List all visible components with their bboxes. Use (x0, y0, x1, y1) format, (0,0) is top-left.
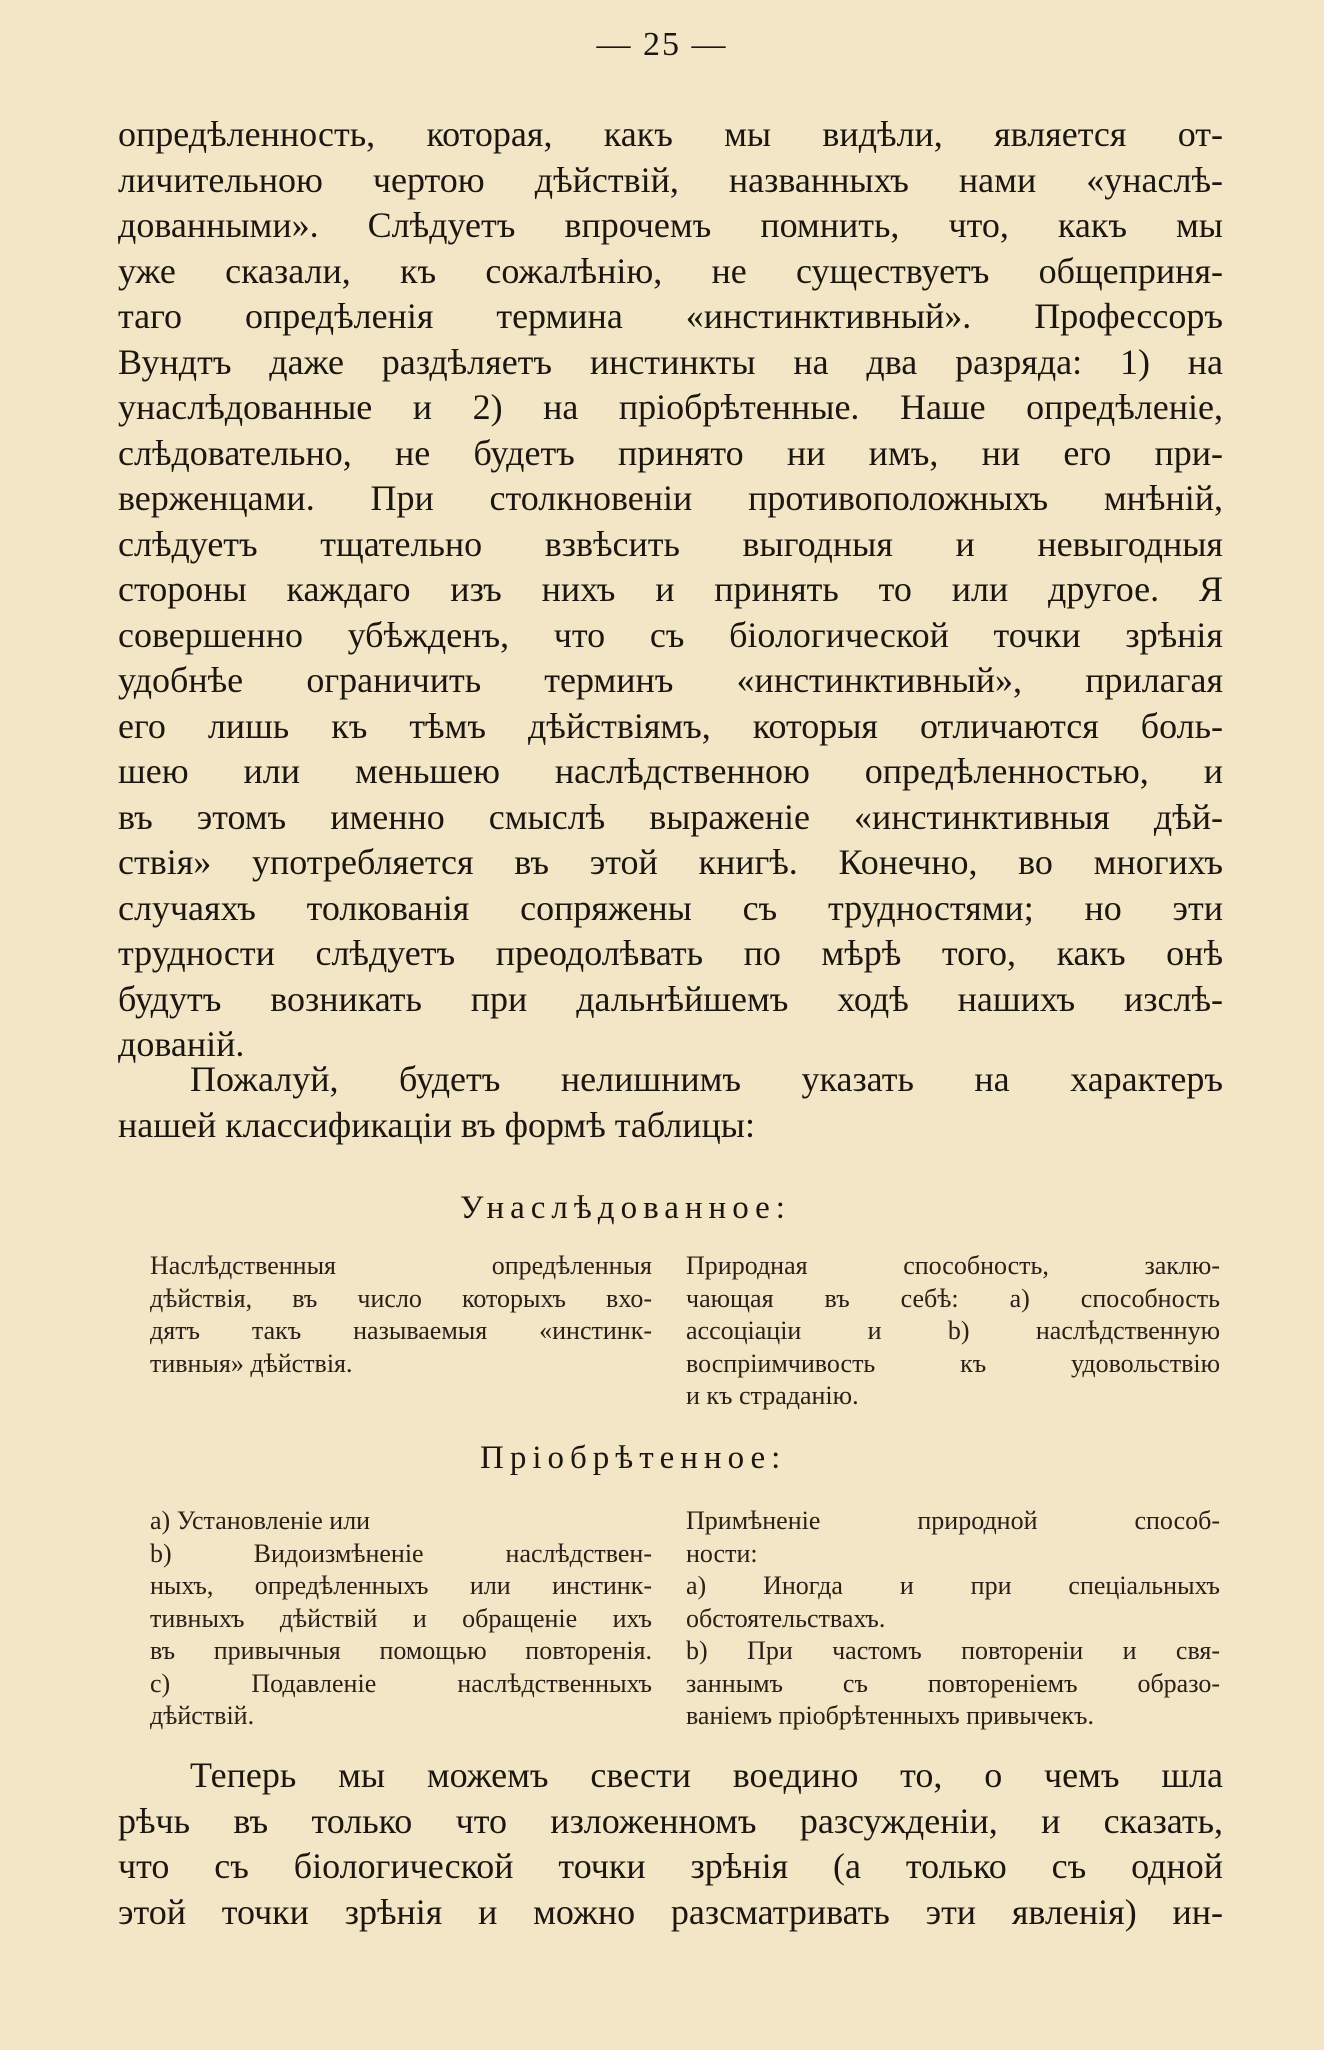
text-line: ности: (686, 1538, 758, 1568)
text-line: трудности слѣдуетъ преодолѣвать по мѣрѣ того, какъ онѣ (118, 933, 1223, 973)
text-line: c) Подавленіе наслѣдственныхъ (150, 1668, 652, 1698)
text-line: a) Установленіе или (150, 1506, 371, 1535)
text-line: въ привычныя помощью повторенія. (150, 1636, 652, 1665)
text-line: Вундтъ даже раздѣляетъ инстинкты на два разряда: 1) на (118, 341, 1223, 382)
heading-acquired: Пріобрѣтенное: (480, 1440, 787, 1476)
acquired-left-column (150, 1505, 652, 1733)
text-line: дованными». Слѣдуетъ впрочемъ помнить, что, какъ мы (118, 205, 1223, 245)
text-line: его лишь къ тѣмъ дѣйствіямъ, которыя отличаются боль- (118, 705, 1223, 746)
inherited-left-column (150, 1250, 652, 1380)
text-line: этой точки зрѣнія и можно разсматривать эти явленія) ин- (118, 1891, 1223, 1932)
text-line: унаслѣдованные и 2) на пріобрѣтенные. Наше опредѣленіе, (118, 387, 1223, 427)
text-line: тивныхъ дѣйствій и обращеніе ихъ (150, 1603, 652, 1633)
text-line: слѣдовательно, не будетъ принято ни имъ, ни его при- (118, 432, 1223, 473)
text-line: шею или меньшею наслѣдственною опредѣленностью, и (118, 751, 1223, 791)
text-line: обстоятельствахъ. (686, 1603, 886, 1633)
paragraph-3 (118, 1753, 1223, 1935)
text-line: воспріимчивость къ удовольствію (686, 1348, 1220, 1378)
text-line: уже сказали, къ сожалѣнію, не существуетъ общеприня- (118, 250, 1223, 291)
text-line: чающая въ себѣ: a) способность (686, 1283, 1220, 1313)
text-line: нашей классификаціи въ формѣ таблицы: (118, 1104, 755, 1145)
heading-inherited: Унаслѣдованное: (460, 1190, 791, 1226)
text-line: дѣйствія, въ число которыхъ вхо- (150, 1283, 652, 1313)
acquired-right-column (686, 1505, 1220, 1733)
text-line: заннымъ съ повтореніемъ образо- (686, 1668, 1220, 1698)
text-line: ассоціаціи и b) наслѣдственную (686, 1316, 1220, 1345)
text-line: a) Иногда и при спеціальныхъ (686, 1571, 1220, 1600)
text-line: ныхъ, опредѣленныхъ или инстинк- (150, 1571, 652, 1600)
text-line: тивныя» дѣйствія. (150, 1348, 353, 1378)
inherited-right-column (686, 1250, 1220, 1413)
text-line: слѣдуетъ тщательно взвѣсить выгодныя и невыгодныя (118, 523, 1223, 564)
text-line: Пожалуй, будетъ нелишнимъ указать на характеръ (190, 1059, 1223, 1099)
text-line: ваніемъ пріобрѣтенныхъ привычекъ. (686, 1701, 1094, 1730)
text-line: верженцами. При столкновеніи противоположныхъ мнѣній, (118, 478, 1223, 518)
text-line: ствія» употребляется въ этой книгѣ. Конечно, во многихъ (118, 842, 1223, 882)
text-line: совершенно убѣжденъ, что съ біологической точки зрѣнія (118, 614, 1223, 655)
page-number: — 25 — (596, 26, 728, 63)
text-line: b) При частомъ повтореніи и свя- (686, 1636, 1220, 1665)
text-line: Наслѣдственныя опредѣленныя (150, 1251, 652, 1280)
text-line: опредѣленность, которая, какъ мы видѣли, является от- (118, 114, 1223, 154)
text-line: и къ страданію. (686, 1381, 859, 1410)
text-line: будутъ возникать при дальнѣйшемъ ходѣ нашихъ изслѣ- (118, 978, 1223, 1019)
text-line: Природная способность, заклю- (686, 1251, 1220, 1280)
text-line: удобнѣе ограничить терминъ «инстинктивный», прилагая (118, 660, 1223, 700)
text-line: b) Видоизмѣненіе наслѣдствен- (150, 1538, 652, 1568)
text-line: дованій. (118, 1024, 245, 1064)
text-line: что съ біологической точки зрѣнія (а только съ одной (118, 1846, 1223, 1886)
text-line: таго опредѣленія термина «инстинктивный». Профессоръ (118, 296, 1223, 336)
text-line: рѣчь въ только что изложенномъ разсужденіи, и сказать, (118, 1800, 1223, 1841)
text-line: стороны каждаго изъ нихъ и принять то или другое. Я (118, 569, 1223, 609)
paragraph-1 (118, 112, 1223, 1068)
text-line: Теперь мы можемъ свести воедино то, о чемъ шла (190, 1755, 1223, 1795)
text-line: въ этомъ именно смыслѣ выраженіе «инстинктивныя дѣй- (118, 796, 1223, 837)
text-line: личительною чертою дѣйствій, названныхъ нами «унаслѣ- (118, 159, 1223, 200)
text-line: дѣйствій. (150, 1701, 255, 1730)
text-line: случаяхъ толкованія сопряжены съ трудностями; но эти (118, 887, 1223, 928)
paragraph-2 (118, 1057, 1223, 1148)
text-line: дятъ такъ называемыя «инстинк- (150, 1316, 652, 1345)
text-line: Примѣненіе природной способ- (686, 1506, 1220, 1535)
